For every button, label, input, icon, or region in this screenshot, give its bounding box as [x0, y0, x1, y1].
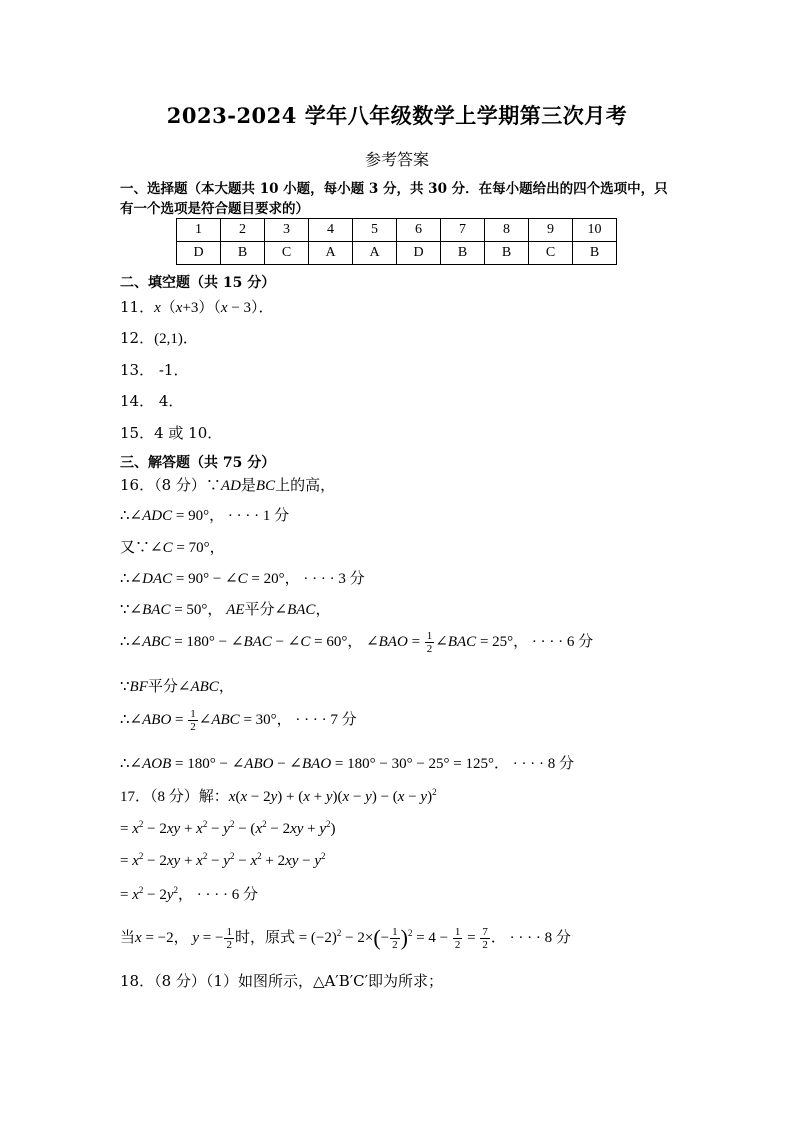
answer-table-answer-cell: D — [177, 242, 221, 265]
q16-line-9: ∴∠AOB = 180° − ∠ABO − ∠BAO = 180° − 30° − 25° = 125°． · · · · 8 分 — [120, 756, 574, 772]
q17-line-3: = $x^2 - 2xy + x^2 - y^2 - x^2 + 2xy - y^2$ — [120, 851, 326, 869]
q16-line-3: 又∵∠C = 70°， — [120, 540, 225, 556]
answer-table-number-cell: 4 — [309, 219, 353, 242]
answer-table-answer-cell: D — [397, 242, 441, 265]
answer-table-number-cell: 9 — [529, 219, 573, 242]
answer-table-number-cell: 1 — [177, 219, 221, 242]
answer-table-number-cell: 2 — [221, 219, 265, 242]
q16-line-1: 16．（8 分）∵AD是BC上的高， — [120, 476, 336, 494]
answer-table-answer-cell: B — [573, 242, 617, 265]
answer-15: 15．4 或 10． — [120, 424, 223, 442]
answer-table-number-cell: 5 — [353, 219, 397, 242]
answer-12: 12．(2,1)． — [120, 329, 198, 347]
q16-line-2: ∴∠ADC = 90°， · · · · 1 分 — [120, 508, 290, 524]
answer-13: 13． -1． — [120, 361, 189, 379]
q17-line-1: 17．（8 分）解：$x(x - 2y) + (x + y)(x - y) - (x - y)^2$ — [120, 787, 437, 805]
answer-table-answer-cell: B — [441, 242, 485, 265]
answer-table-number-cell: 7 — [441, 219, 485, 242]
answer-table-number-cell: 8 — [485, 219, 529, 242]
answer-table-answer-cell: C — [265, 242, 309, 265]
q17-line-5: 当x = −2， y = − $\frac{1}{2}$ 时，原式 = $(-2)^2 - 2\times(-$ $\frac{1}{2}$ )$^2$ = 4 − $\frac{1}{2}$ = $\frac{7}{2}$ ． · · · · 8 分 — [120, 925, 571, 952]
section-3-heading: 三、解答题（共 75 分） — [120, 455, 276, 471]
answer-table-number-cell: 3 — [265, 219, 309, 242]
q16-line-4: ∴∠DAC = 90° − ∠C = 20°， · · · · 3 分 — [120, 571, 365, 587]
answer-table-answer-cell: A — [353, 242, 397, 265]
answer-table-answer-cell: A — [309, 242, 353, 265]
q16-line-8: ∴∠ABO = $\frac{1}{2}$ ∠ABC = 30°， · · · · 7 分 — [120, 708, 357, 734]
answer-11: 11．x（x+3）（x − 3）． — [120, 298, 274, 316]
section-1-heading: 一、选择题（本大题共 10 小题，每小题 3 分，共 30 分．在每小题给出的四个选项中，只有一个选项是符合题目要求的） — [120, 181, 668, 217]
answer-table-numbers-row — [177, 219, 617, 242]
section-2-heading: 二、填空题（共 15 分） — [120, 275, 276, 291]
q17-line-2: = $x^2 - 2xy + x^2 - y^2 - (x^2 - 2xy + y^2)$ — [120, 819, 336, 837]
answer-table-answer-cell: B — [221, 242, 265, 265]
answer-table-answer-cell: B — [485, 242, 529, 265]
answer-table-number-cell: 6 — [397, 219, 441, 242]
q18-line-1: 18．（8 分）（1）如图所示，△A′B′C′即为所求； — [120, 972, 444, 990]
q16-line-5: ∵∠BAC = 50°， AE平分∠BAC， — [120, 602, 331, 618]
q16-line-6: ∴∠ABC = 180° − ∠BAC − ∠C = 60°， ∠BAO = $\frac{1}{2}$ ∠BAC = 25°， · · · · 6 分 — [120, 630, 594, 656]
answer-14: 14． 4． — [120, 392, 184, 410]
answer-table-answer-cell: C — [529, 242, 573, 265]
answer-table-answers-row — [177, 242, 617, 265]
page-subtitle: 参考答案 — [364, 150, 429, 169]
answer-table — [176, 218, 617, 265]
page-title: 2023-2024 学年八年级数学上学期第三次月考 — [166, 103, 628, 128]
q16-line-7: ∵BF平分∠ABC， — [120, 679, 234, 695]
q17-line-4: = $x^2 - 2y^2$， · · · · 6 分 — [120, 885, 259, 903]
answer-table-number-cell: 10 — [573, 219, 617, 242]
